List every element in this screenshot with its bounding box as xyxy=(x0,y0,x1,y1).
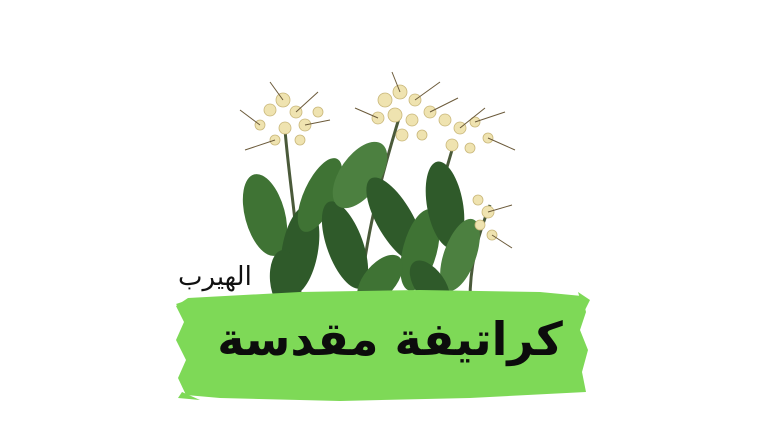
headline-title: كراتيفة مقدسة xyxy=(217,312,563,366)
site-label: الهيرب xyxy=(178,262,252,292)
